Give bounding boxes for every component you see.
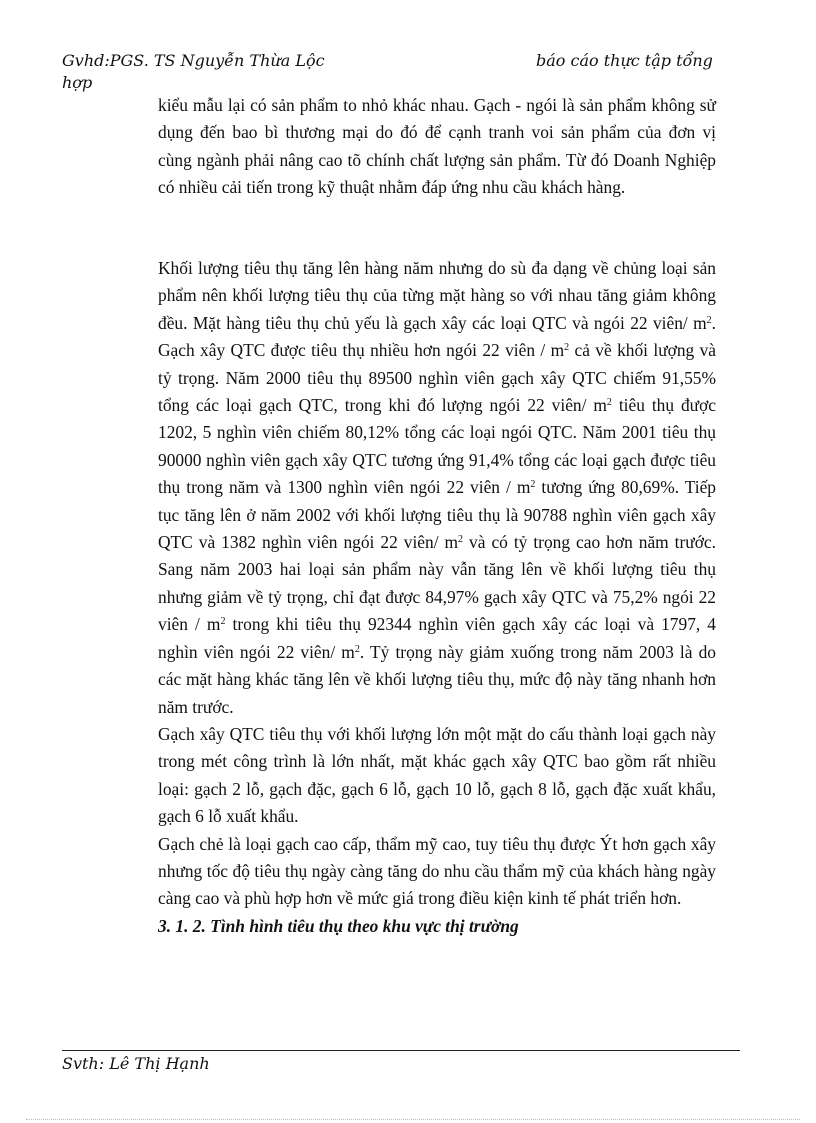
paragraph-2-part: . Gạch xây QTC được tiêu thụ nhiều hơn ngói 22 viên / m <box>158 312 716 361</box>
page-header-right: báo cáo thực tập tổng <box>536 51 713 70</box>
paragraph-3: Gạch xây QTC tiêu thụ với khối lượng lớn một mặt do cấu thành loại gạch này trong mét công trình là lớn nhất, mặt khác gạch xây QTC bao gồm rất nhiều loại: gạch 2 lỗ, gạch đặc, gạch 6 lỗ, gạch 10 lỗ, gạch 8 lỗ, gạch đặc xuất khẩu, gạch 6 lỗ xuất khẩu. <box>158 723 716 827</box>
paragraph-2-part: cả về khối lượng và tỷ trọng. Năm 2000 tiêu thụ 89500 nghìn viên gạch xây QTC chiếm 91,55% tổng các loại gạch QTC, trong khi đó lượng ngói 22 viên/ m <box>158 340 716 416</box>
paragraph-2-part: tương ứng 80,69%. Tiếp tục tăng lên ở năm 2002 với khối lượng tiêu thụ là 90788 nghìn viên gạch xây QTC và 1382 nghìn viên ngói 22 viên/ m <box>158 477 716 553</box>
paragraph-4: Gạch chẻ là loại gạch cao cấp, thẩm mỹ cao, tuy tiêu thụ được Ýt hơn gạch xây nhưng tốc độ tiêu thụ ngày càng tăng do nhu cầu thẩm mỹ của khách hàng ngày càng cao và phù hợp hơn về mức giá trong điều kiện kinh tế phát triển hơn. <box>158 833 716 909</box>
paragraph-2-part: Khối lượng tiêu thụ tăng lên hàng năm nhưng do sù đa dạng về chủng loại sản phẩm nên khối lượng tiêu thụ của từng mặt hàng so với nhau tăng giảm không đều. Mặt hàng tiêu thụ chủ yếu là gạch xây các loại QTC và ngói 22 viên/ m <box>158 258 716 333</box>
footer-rule <box>62 1050 740 1051</box>
paragraph-1a: kiểu mẫu lại có sản phẩm to nhỏ khác nhau. Gạch - ngói là sản phẩm không sử dụng đến bao bì thương mại do đó để cạnh tranh voi sản phẩm của đơn vị <box>158 95 716 143</box>
section-heading: 3. 1. 2. Tình hình tiêu thụ theo khu vực thị trường <box>158 915 519 936</box>
paragraph-2-part: và có tỷ trọng cao hơn năm trước. Sang năm 2003 hai loại sản phẩm này vẫn tăng lên về khối lượng tiêu thụ nhưng giảm về tỷ trọng, chỉ đạt được 84,97% gạch xây QTC và 75,2% ngói 22 viên / m <box>158 532 716 635</box>
paragraph-2-part: trong khi tiêu thụ 92344 nghìn viên gạch xây các loại và 1797, 4 nghìn viên ngói 22 viên/ m <box>158 614 716 662</box>
supervisor-label: Gvhd:PGS. TS Nguyễn Thừa Lộc <box>62 51 325 70</box>
superscript: 2 <box>458 534 464 546</box>
superscript: 2 <box>564 342 570 354</box>
header-wrap-word: hợp <box>62 73 93 92</box>
superscript: 2 <box>354 643 360 655</box>
paragraph-2-part: tiêu thụ được 1202, 5 nghìn viên chiếm 80,12% tổng các loại ngói QTC. Năm 2001 tiêu thụ 90000 nghìn viên gạch xây QTC tương ứng 91,4% tổng các loại gạch được tiêu thụ trong năm và 1300 nghìn viên ngói 22 viên / m <box>158 395 716 498</box>
paragraph-1b: cùng ngành phải nâng cao tõ chính chất lượng sản phẩm. Từ đó Doanh Nghiệp có nhiều cải tiến trong kỹ thuật nhằm đáp ứng nhu cầu khách hàng. <box>158 149 716 198</box>
body-block-1 <box>158 92 716 202</box>
page-footer: Svth: Lê Thị Hạnh <box>62 1054 210 1073</box>
superscript: 2 <box>706 314 712 326</box>
paragraph-2 <box>158 255 716 721</box>
superscript: 2 <box>530 479 536 491</box>
superscript: 2 <box>606 397 612 409</box>
page-header-left <box>62 50 325 94</box>
body-block-2 <box>158 255 716 940</box>
page-edge-dotted <box>26 1119 800 1120</box>
superscript: 2 <box>220 616 226 628</box>
paragraph-2-part: . Tỷ trọng này giảm xuống trong năm 2003 là do các mặt hàng khác tăng lên về khối lượng tiêu thụ, mức độ này tăng nhanh hơn năm trước. <box>158 641 716 717</box>
